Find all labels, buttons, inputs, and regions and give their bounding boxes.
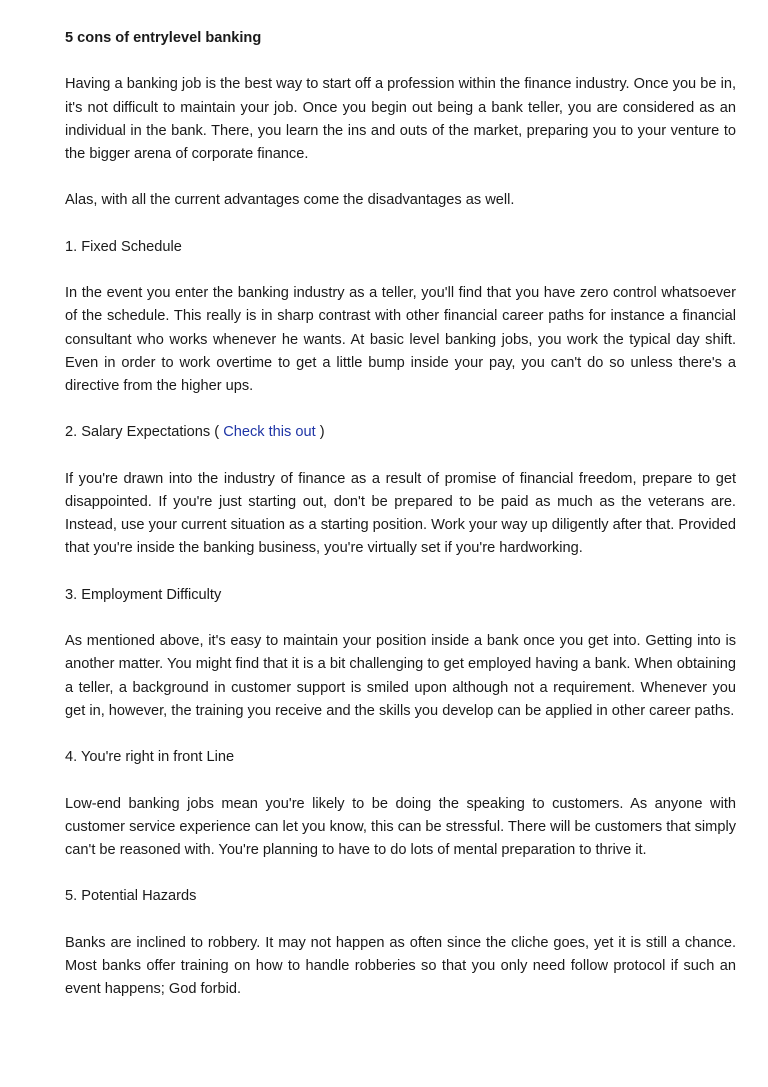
section-body-salary-expectations: If you're drawn into the industry of finance as a result of promise of financial freedom, prepare to get disappointed. If you're just starting out, don't be prepared to be paid as much as the veterans are. Instead, use your current situation as a starting position. Work your way up diligently after that. Provided that you're inside the banking business, you're virtually set if you're hardworking. <box>65 470 736 557</box>
salary-heading-text: 2. Salary Expectations ( <box>65 424 224 441</box>
section-body-front-line: Low-end banking jobs mean you're likely to be doing the speaking to customers. As anyone with customer service experience can let you know, this can be stressful. There will be customers that simply can't be reasoned with. You're planning to have to do lots of mental preparation to thrive it. <box>65 795 736 858</box>
salary-heading-suffix: ) <box>315 424 325 441</box>
section-heading-front-line: 4. You're right in front Line <box>65 749 235 766</box>
check-this-out-link[interactable]: Check this out <box>223 424 316 441</box>
section-body-fixed-schedule: In the event you enter the banking industry as a teller, you'll find that you have zero control whatsoever of the schedule. This really is in sharp contrast with other financial career paths for instance a financial consultant who works whenever he wants. At basic level banking jobs, you work the typical day shift. Even in order to work overtime to get a little bump inside your pay, you can't do so unless there's a directive from the higher ups. <box>65 285 736 394</box>
intro-paragraph: Having a banking job is the best way to start off a profession within the finance industry. Once you be in, it's not difficult to maintain your job. Once you begin out being a bank teller, you are considered as an individual in the bank. There, you learn the ins and outs of the market, preparing you to your venture to the bigger arena of corporate finance. <box>65 76 736 162</box>
section-heading-employment-difficulty: 3. Employment Difficulty <box>65 586 222 603</box>
section-body-employment-difficulty: As mentioned above, it's easy to maintain your position inside a bank once you get into. Getting into is another matter. You might find that it is a bit challenging to get employed having a bank. When obtaining a teller, a background in customer support is smiled upon although not a requirement. Whenever you get in, however, the training you receive and the skills you develop can be applied in other career paths. <box>65 633 736 719</box>
document-title: 5 cons of entrylevel banking <box>65 30 262 46</box>
section-body-potential-hazards: Banks are inclined to robbery. It may not happen as often since the cliche goes, yet it is still a chance. Most banks offer training on how to handle robberies so that you only need follow protocol if such an event happens; God forbid. <box>65 934 736 998</box>
section-heading-fixed-schedule: 1. Fixed Schedule <box>65 238 182 255</box>
transition-paragraph: Alas, with all the current advantages come the disadvantages as well. <box>65 192 515 209</box>
document-page <box>65 27 736 1001</box>
section-heading-salary-expectations <box>65 421 736 444</box>
section-heading-potential-hazards: 5. Potential Hazards <box>65 888 197 905</box>
